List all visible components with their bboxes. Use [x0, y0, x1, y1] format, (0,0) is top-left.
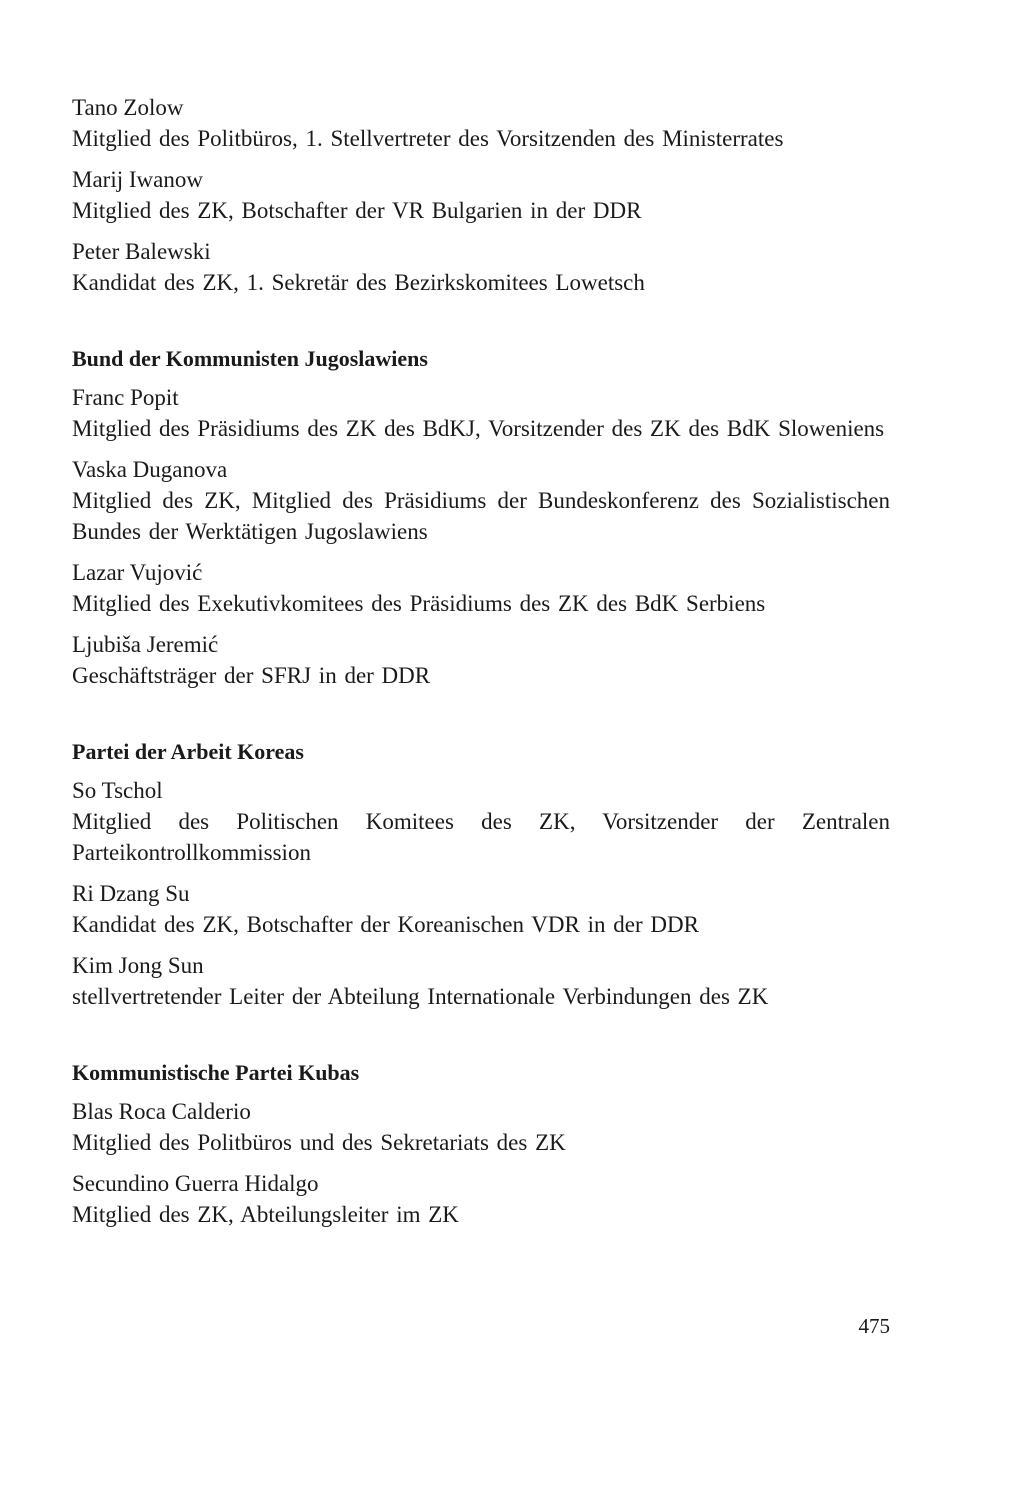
person-role: Kandidat des ZK, 1. Sekretär des Bezirkskomitees Lowetsch — [72, 270, 645, 295]
entry — [72, 382, 890, 444]
person-role: Mitglied des Politischen Komitees des ZK, Vorsitzender der Zentralen Parteikontrollkommission — [72, 809, 890, 865]
section-heading: Bund der Kommunisten Jugoslawiens — [72, 346, 428, 371]
entry — [72, 557, 890, 619]
person-role: Mitglied des Politbüros, 1. Stellvertreter des Vorsitzenden des Ministerrates — [72, 126, 784, 151]
entry — [72, 92, 890, 154]
person-name: Blas Roca Calderio — [72, 1099, 251, 1124]
person-name: Secundino Guerra Hidalgo — [72, 1171, 319, 1196]
person-name: Ljubiša Jeremić — [72, 632, 219, 657]
entry — [72, 775, 890, 868]
person-name: Franc Popit — [72, 385, 179, 410]
entry — [72, 164, 890, 226]
person-name: Marij Iwanow — [72, 167, 203, 192]
person-name: So Tschol — [72, 778, 163, 803]
document-page — [72, 92, 890, 1230]
section-continued — [72, 92, 890, 298]
person-role: stellvertretender Leiter der Abteilung Internationale Verbindungen des ZK — [72, 984, 769, 1009]
person-role: Mitglied des ZK, Mitglied des Präsidiums der Bundeskonferenz des Sozialistischen Bundes der Werktätigen Jugoslawiens — [72, 488, 890, 544]
section-cuba — [72, 1058, 890, 1230]
entry — [72, 454, 890, 547]
person-role: Kandidat des ZK, Botschafter der Koreanischen VDR in der DDR — [72, 912, 699, 937]
person-name: Lazar Vujović — [72, 560, 203, 585]
section-bdkj — [72, 344, 890, 691]
person-role: Mitglied des Politbüros und des Sekretariats des ZK — [72, 1130, 566, 1155]
person-role: Mitglied des Exekutivkomitees des Präsidiums des ZK des BdK Serbiens — [72, 591, 766, 616]
person-name: Ri Dzang Su — [72, 881, 190, 906]
person-name: Vaska Duganova — [72, 457, 228, 482]
page-number: 475 — [858, 1314, 890, 1338]
entry — [72, 1168, 890, 1230]
entry — [72, 629, 890, 691]
person-name: Peter Balewski — [72, 239, 211, 264]
section-heading: Partei der Arbeit Koreas — [72, 739, 304, 764]
entry — [72, 878, 890, 940]
person-name: Tano Zolow — [72, 95, 184, 120]
entry — [72, 236, 890, 298]
person-role: Geschäftsträger der SFRJ in der DDR — [72, 663, 431, 688]
entry — [72, 1096, 890, 1158]
person-role: Mitglied des ZK, Abteilungsleiter im ZK — [72, 1202, 459, 1227]
person-role: Mitglied des Präsidiums des ZK des BdKJ, Vorsitzender des ZK des BdK Sloweniens — [72, 416, 885, 441]
person-name: Kim Jong Sun — [72, 953, 204, 978]
section-heading: Kommunistische Partei Kubas — [72, 1060, 360, 1085]
section-korea — [72, 737, 890, 1012]
person-role: Mitglied des ZK, Botschafter der VR Bulgarien in der DDR — [72, 198, 642, 223]
entry — [72, 950, 890, 1012]
